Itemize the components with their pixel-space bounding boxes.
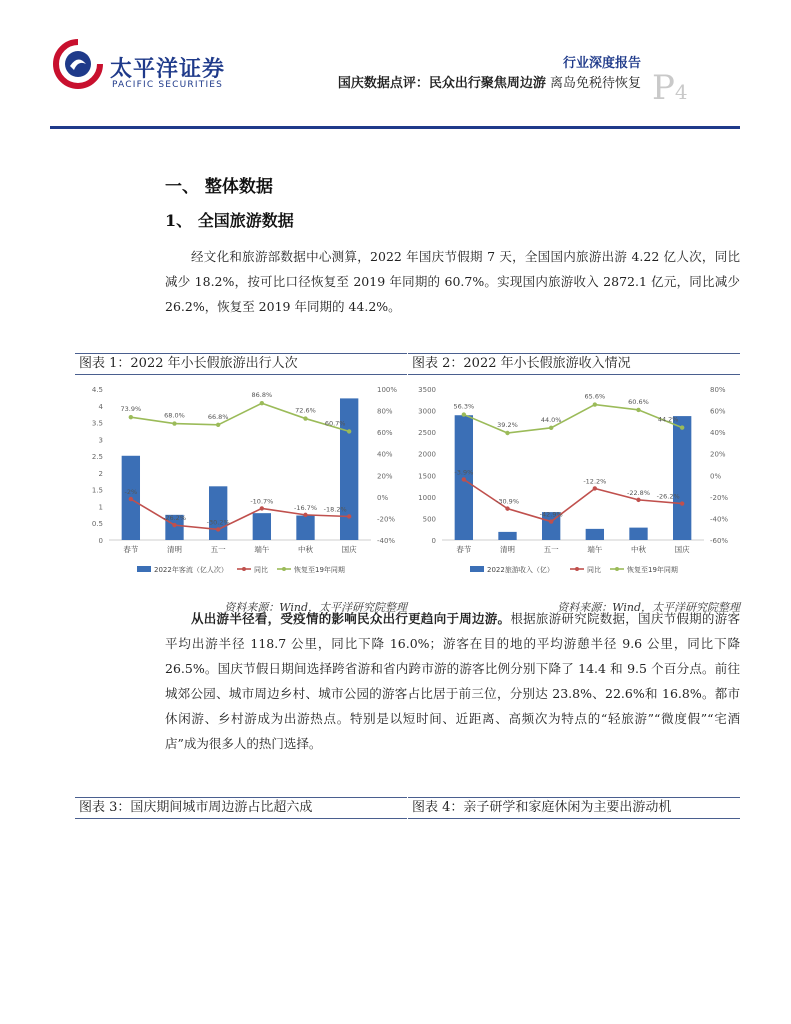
y-left-tick-label: 4 — [98, 402, 103, 411]
series-point — [172, 523, 176, 527]
y-left-tick-label: 2500 — [418, 429, 436, 438]
y-right-tick-label: 80% — [710, 386, 726, 394]
page-number — [652, 68, 688, 108]
x-tick-label: 端午 — [254, 545, 270, 554]
data-label: -42.9% — [539, 510, 563, 519]
series-point — [505, 431, 509, 435]
series-point — [303, 416, 307, 420]
figure-1-source: 资料来源：Wind，太平洋研究院整理 — [224, 601, 407, 614]
y-right-tick-label: 100% — [377, 386, 398, 394]
x-tick-label: 五一 — [210, 545, 226, 554]
y-right-tick-label: 0% — [377, 493, 389, 502]
y-right-tick-label: -60% — [710, 537, 729, 545]
y-left-tick-label: 3000 — [418, 407, 436, 416]
series-point — [129, 415, 133, 419]
subsection-heading: 1、 全国旅游数据 — [165, 211, 294, 230]
figure-2-chart — [408, 375, 740, 595]
series-point — [260, 401, 264, 405]
data-label: -2% — [124, 488, 138, 497]
x-tick-label: 国庆 — [674, 545, 690, 554]
y-left-tick-label: 1500 — [418, 472, 436, 481]
series-point — [505, 506, 509, 510]
series-point — [216, 527, 220, 531]
data-label: -26.2% — [656, 492, 680, 501]
x-tick-label: 五一 — [543, 545, 559, 554]
data-label: -10.7% — [250, 497, 274, 506]
series-point — [347, 514, 351, 518]
series-point — [680, 501, 684, 505]
series-point — [549, 519, 553, 523]
y-left-tick-label: 0 — [431, 537, 436, 545]
data-label: 39.2% — [497, 421, 518, 430]
data-label: -12.2% — [583, 477, 607, 486]
figure-3-title: 图表 3：国庆期间城市周边游占比超六成 — [75, 797, 407, 819]
x-tick-label: 中秋 — [631, 545, 646, 554]
page-digit: 4 — [674, 80, 688, 104]
y-left-tick-label: 2 — [98, 469, 103, 478]
data-label: 68.0% — [164, 411, 185, 420]
y-right-tick-label: 20% — [377, 472, 393, 481]
data-label: -30.2% — [206, 518, 230, 527]
paragraph-national-data: 经文化和旅游部数据中心测算，2022 年国庆节假期 7 天，全国国内旅游出游 4.22 亿人次，同比减少 18.2%，按可比口径恢复至 2019 年同期的 60.7%。实现国内旅游收入 2872.1 亿元，同比减少 26.2%，恢复至 2019 年同期的 44.2%。 — [165, 249, 740, 314]
y-left-tick-label: 0.5 — [91, 520, 103, 529]
data-label: 65.6% — [584, 392, 606, 401]
data-label: -22.8% — [627, 488, 650, 497]
legend-label: 2022年客流（亿人次） — [154, 566, 228, 574]
y-left-tick-label: 3500 — [418, 386, 436, 394]
x-tick-label: 清明 — [500, 545, 515, 554]
bar — [586, 529, 604, 540]
bar — [209, 486, 227, 540]
series-point — [462, 477, 466, 481]
data-label: 56.3% — [453, 402, 475, 411]
x-tick-label: 清明 — [167, 545, 182, 554]
y-right-tick-label: 60% — [377, 429, 393, 438]
legend-swatch-point — [575, 567, 579, 571]
x-tick-label: 中秋 — [298, 545, 313, 554]
x-tick-label: 端午 — [587, 545, 603, 554]
y-right-tick-label: 0% — [710, 472, 722, 481]
series-point — [549, 426, 553, 430]
figure-4-title: 图表 4：亲子研学和家庭休闲为主要出游动机 — [408, 797, 740, 819]
data-label: 60.7% — [324, 419, 346, 428]
y-right-tick-label: -40% — [377, 537, 396, 545]
series-point — [216, 423, 220, 427]
series-point — [303, 513, 307, 517]
y-left-tick-label: 4.5 — [91, 386, 103, 394]
section-heading: 一、 整体数据 — [165, 177, 273, 197]
x-tick-label: 春节 — [456, 545, 472, 554]
y-left-tick-label: 0 — [98, 537, 103, 545]
logo-text-en: PACIFIC SECURITIES — [112, 80, 224, 90]
legend-swatch-point — [242, 567, 246, 571]
figure-1-chart — [75, 375, 407, 595]
y-left-tick-label: 3 — [98, 436, 103, 445]
data-label: 66.8% — [207, 412, 229, 421]
page-letter: P — [652, 68, 675, 108]
y-right-tick-label: 60% — [710, 407, 726, 416]
report-type: 行业深度报告 — [562, 56, 641, 71]
legend-swatch — [137, 566, 151, 572]
paragraph-lead: 从出游半径看，受疫情的影响民众出行更趋向于周边游。 — [191, 611, 511, 626]
header-divider — [50, 126, 740, 129]
y-left-tick-label: 1.5 — [91, 486, 103, 495]
bar — [673, 416, 691, 540]
series-point — [129, 497, 133, 501]
series-point — [172, 421, 176, 425]
data-label: 72.6% — [295, 406, 316, 415]
paragraph-travel-radius — [165, 606, 740, 756]
y-left-tick-label: 2000 — [418, 450, 436, 459]
legend-label: 2022旅游收入（亿） — [487, 566, 554, 574]
legend-swatch — [470, 566, 484, 572]
series-point — [593, 486, 597, 490]
logo-emblem-icon — [52, 38, 104, 90]
figure-1 — [75, 353, 407, 615]
data-label: 86.8% — [251, 391, 273, 400]
series-point — [347, 429, 351, 433]
y-left-tick-label: 1 — [98, 503, 103, 512]
data-label: 73.9% — [120, 405, 142, 414]
data-label: -16.7% — [294, 503, 317, 512]
data-label: -26.2% — [163, 514, 186, 523]
y-right-tick-label: -20% — [710, 493, 729, 502]
series-point — [260, 506, 264, 510]
data-label: -18.2% — [323, 505, 347, 514]
figure-2-source: 资料来源：Wind，太平洋研究院整理 — [557, 601, 740, 614]
bar — [629, 528, 647, 540]
legend-swatch-point — [615, 567, 619, 571]
y-right-tick-label: -20% — [377, 515, 396, 524]
y-left-tick-label: 3.5 — [91, 419, 103, 428]
data-label: 44.2% — [657, 415, 679, 424]
legend-label: 恢复至19年同期 — [294, 566, 345, 574]
legend-label: 同比 — [587, 566, 601, 574]
report-title — [338, 72, 641, 91]
bar — [296, 516, 314, 540]
x-tick-label: 春节 — [123, 545, 139, 554]
y-right-tick-label: 40% — [710, 429, 726, 438]
series-point — [593, 402, 597, 406]
y-left-tick-label: 500 — [422, 515, 436, 524]
y-right-tick-label: 20% — [710, 450, 726, 459]
bar — [253, 513, 271, 540]
legend-label: 恢复至19年同期 — [627, 566, 678, 574]
data-label: -30.9% — [496, 497, 519, 506]
data-label: 60.6% — [628, 397, 649, 406]
legend-swatch-point — [282, 567, 286, 571]
legend-label: 同比 — [254, 566, 268, 574]
series-point — [636, 408, 640, 412]
series-point — [680, 425, 684, 429]
figure-1-title: 图表 1：2022 年小长假旅游出行人次 — [75, 353, 407, 375]
y-right-tick-label: -40% — [710, 515, 729, 524]
logo-text-cn: 太平洋证券 — [110, 57, 226, 82]
series-point — [636, 498, 640, 502]
series-point — [462, 412, 466, 416]
paragraph-body: 根据旅游研究院数据，国庆节假期的游客平均出游半径 118.7 公里，同比下降 16.0%；游客在目的地的平均游憩半径 9.6 公里，同比下降 26.5%。国庆节假日期间选择跨省游和省内跨市游的游客比例分别下降了 14.4 和 9.5 个百分点。前往城郊公园、城市周边乡村、城市公园的游客占比居于前三位，分别达 23.8%、22.6%和 16.8%。都市休闲游、乡村游成为出游热点。特别是以短时间、近距离、高频次为特点的“轻旅游”“微度假”“宅酒店”成为很多人的热门选择。 — [165, 611, 740, 751]
report-title-main: 国庆数据点评：民众出行聚焦周边游 — [337, 76, 546, 91]
data-label: 44.0% — [540, 415, 562, 424]
data-label: -3.9% — [454, 468, 474, 477]
y-right-tick-label: 80% — [377, 407, 393, 416]
y-left-tick-label: 2.5 — [91, 453, 103, 462]
figure-2-title: 图表 2：2022 年小长假旅游收入情况 — [408, 353, 740, 375]
y-left-tick-label: 1000 — [418, 493, 436, 502]
report-title-sub: 离岛免税待恢复 — [549, 76, 641, 91]
y-right-tick-label: 40% — [377, 450, 393, 459]
x-tick-label: 国庆 — [341, 545, 357, 554]
bar — [498, 532, 516, 540]
figure-2 — [408, 353, 740, 615]
